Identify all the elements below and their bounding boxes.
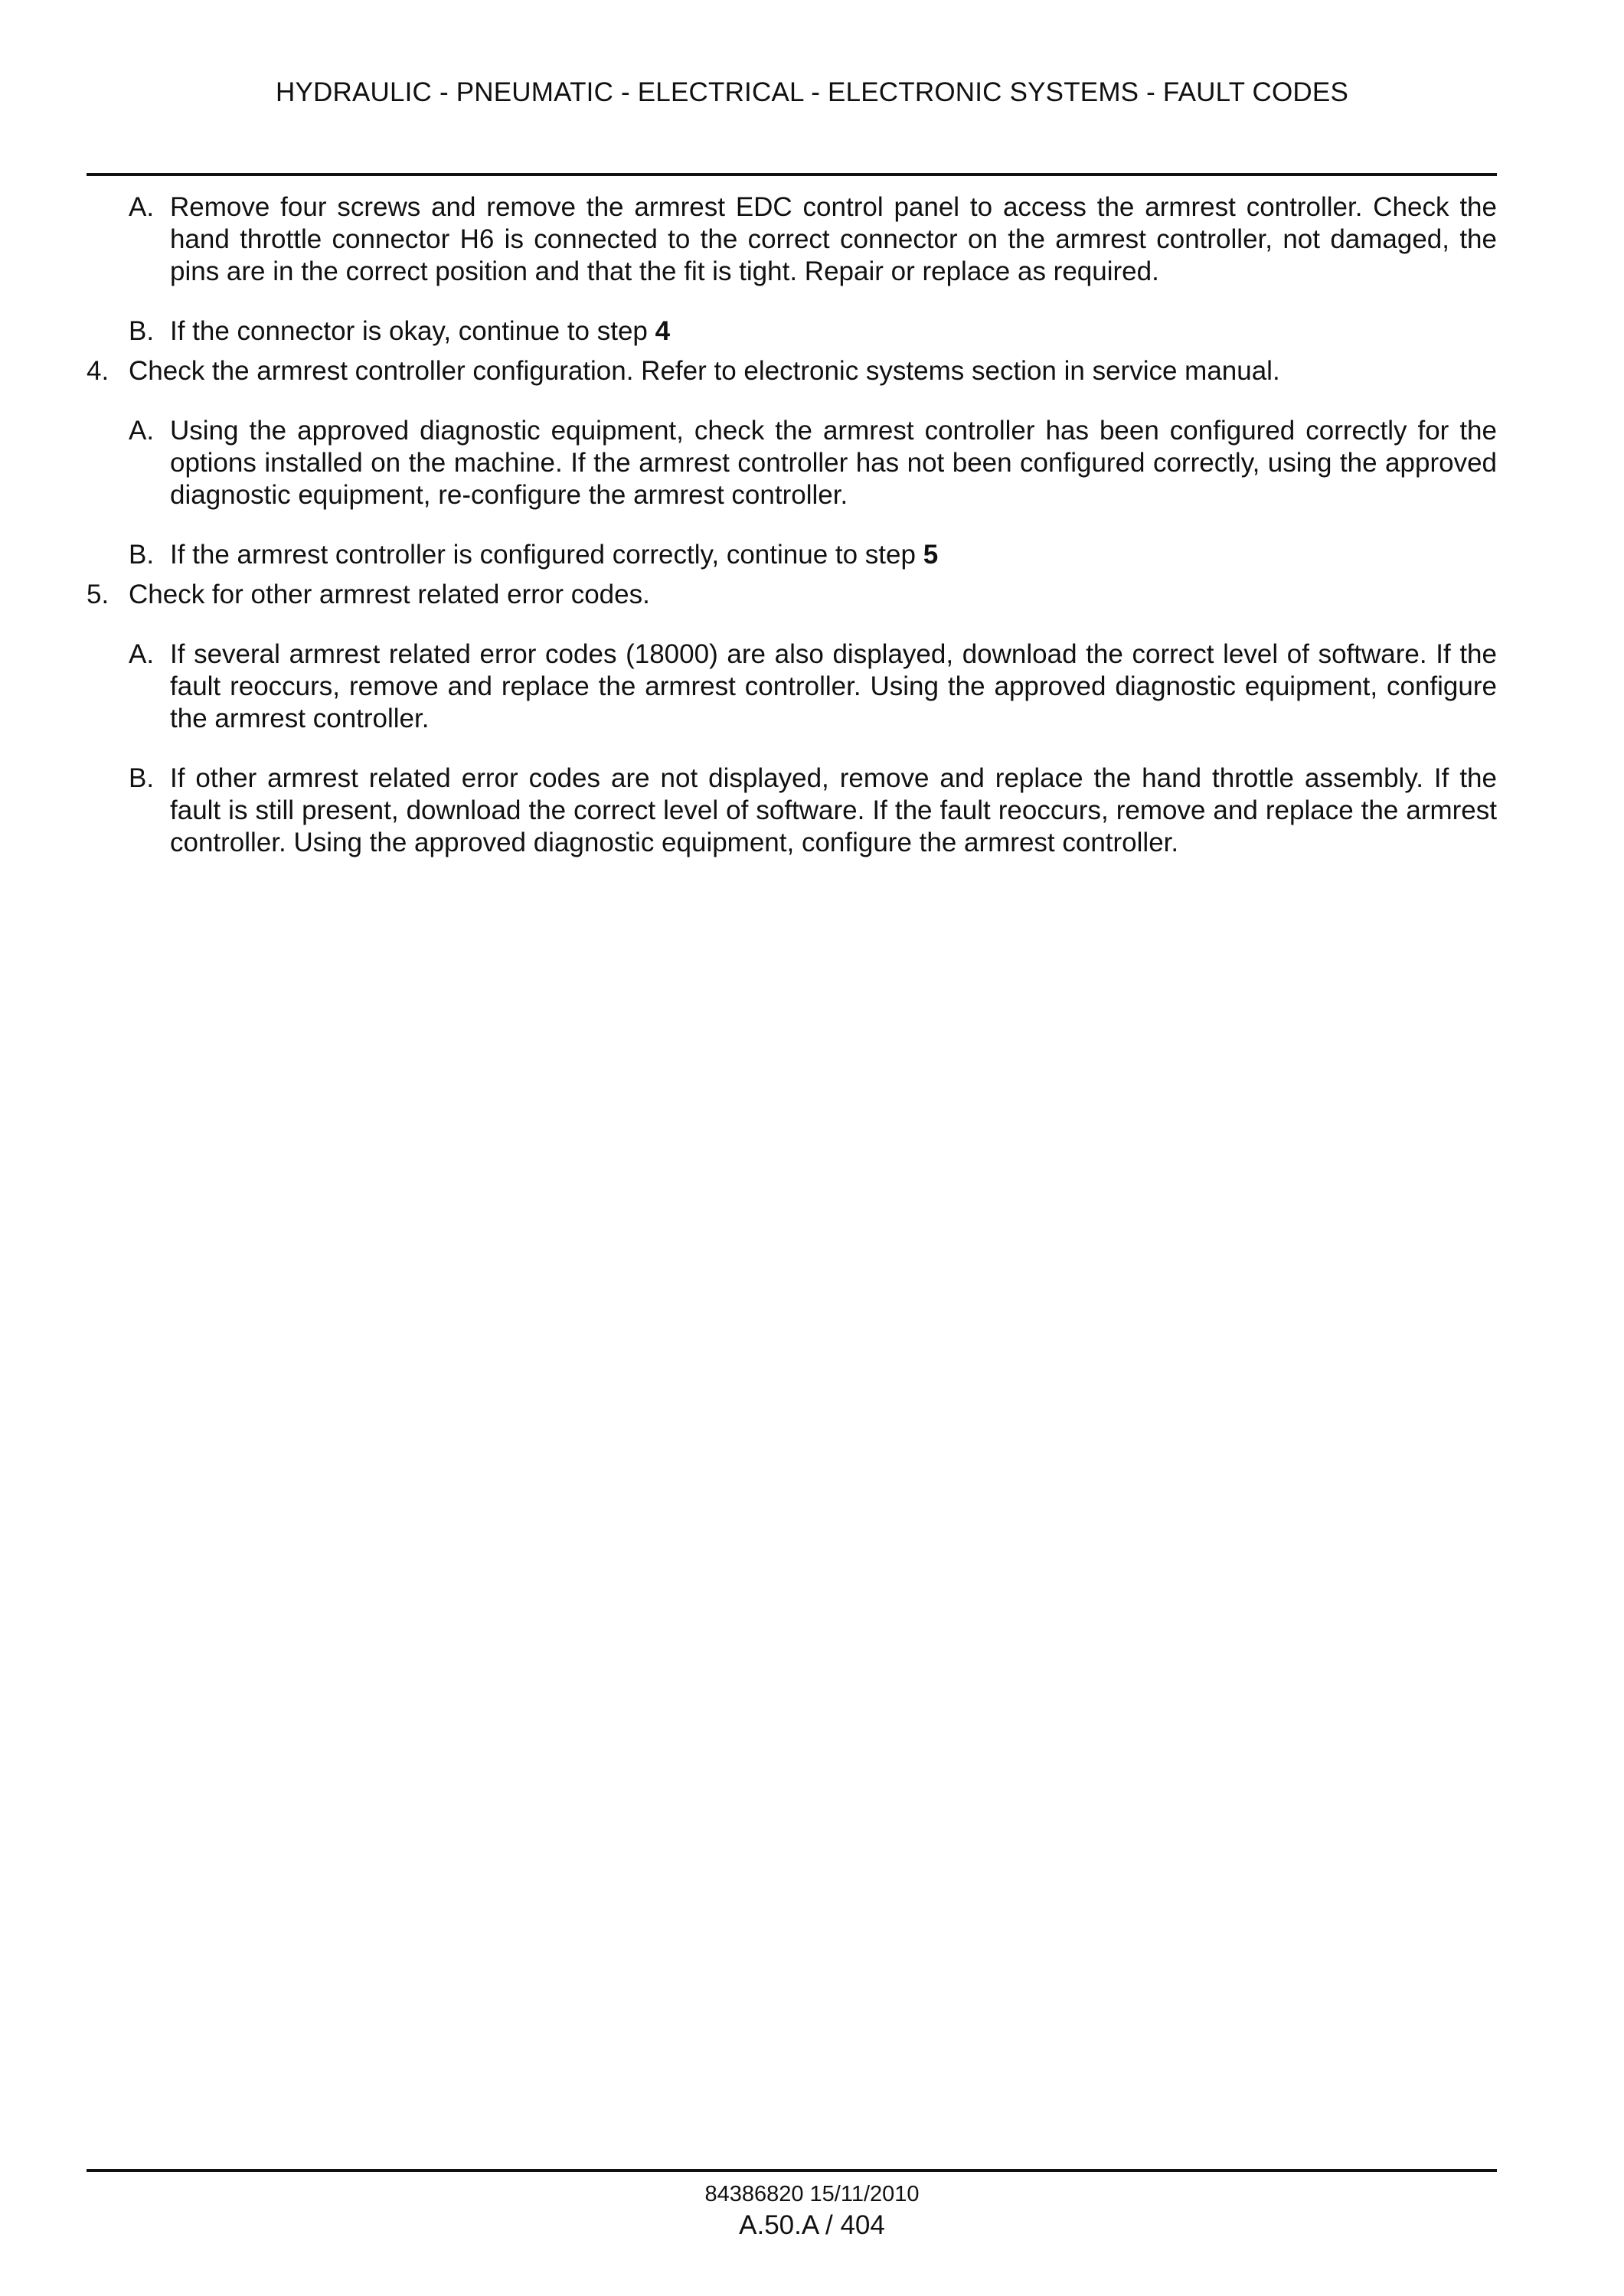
step-5-substep-b <box>87 763 1497 859</box>
footer-page-number: A.50.A / 404 <box>739 2210 885 2240</box>
footer-divider <box>87 2169 1497 2172</box>
substep-marker: B. <box>129 763 155 793</box>
step-4-substep-b <box>87 539 1497 571</box>
page-header-title: HYDRAULIC - PNEUMATIC - ELECTRICAL - ELECTRONIC SYSTEMS - FAULT CODES <box>275 77 1349 107</box>
footer-document-reference: 84386820 15/11/2010 <box>704 2182 920 2206</box>
step-5 <box>87 579 1497 611</box>
step-4-substep-a <box>87 415 1497 511</box>
substep-text: Remove four screws and remove the armrest EDC control panel to access the armrest controller. Check the hand throttle connector H6 is connected to the correct connector on the armrest controller, not damaged, the pins are in the correct position and that the fit is tight. Repair or replace as required. <box>170 192 1497 286</box>
substep-text: If several armrest related error codes (18000) are also displayed, download the correct level of software. If the fault reoccurs, remove and replace the armrest controller. Using the approved diagnostic equipment, configure the armrest controller. <box>170 639 1497 733</box>
step-3-substep-b <box>87 315 1497 348</box>
substep-marker: A. <box>129 416 155 446</box>
step-reference: 4 <box>655 316 671 346</box>
header-divider <box>87 173 1497 176</box>
substep-marker: B. <box>129 540 155 570</box>
step-4 <box>87 355 1497 387</box>
document-body <box>87 191 1497 859</box>
substep-marker: A. <box>129 639 155 669</box>
step-3-substep-a <box>87 191 1497 288</box>
step-number: 4. <box>87 356 109 386</box>
substep-text: If the armrest controller is configured correctly, continue to step <box>170 540 916 570</box>
step-5-substep-a <box>87 639 1497 735</box>
substep-text: Using the approved diagnostic equipment, check the armrest controller has been configured correctly for the options installed on the machine. If the armrest controller has not been configured correctly, using the approved diagnostic equipment, re-configure the armrest controller. <box>170 416 1497 510</box>
substep-text: If other armrest related error codes are not displayed, remove and replace the hand throttle assembly. If the fault is still present, download the correct level of software. If the fault reoccurs, remove and replace the armrest controller. Using the approved diagnostic equipment, configure the armrest controller. <box>170 763 1497 857</box>
step-reference: 5 <box>923 540 939 570</box>
substep-text: If the connector is okay, continue to step <box>170 316 648 346</box>
substep-marker: B. <box>129 316 155 346</box>
substep-marker: A. <box>129 192 155 222</box>
step-number: 5. <box>87 580 109 609</box>
step-text: Check for other armrest related error codes. <box>129 580 650 609</box>
step-text: Check the armrest controller configuration. Refer to electronic systems section in service manual. <box>129 356 1280 386</box>
